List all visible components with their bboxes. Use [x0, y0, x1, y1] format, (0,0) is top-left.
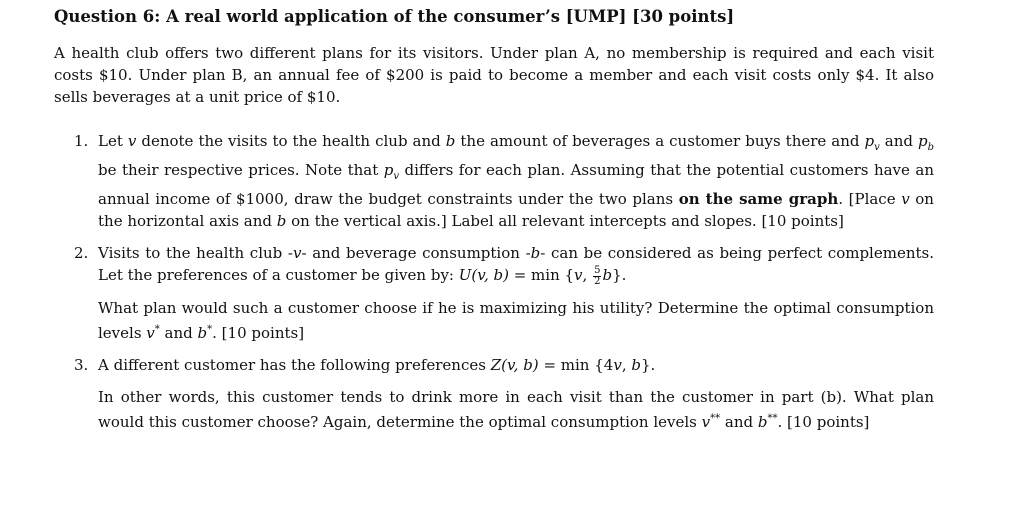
fraction: $\frac{5}{2}$ — [594, 264, 601, 287]
sub-question-list — [74, 130, 934, 433]
sub-question-number: 2. — [74, 244, 89, 262]
sub-question-followup: In other words, this customer tends to drink more in each visit than the customer in part (b). What plan would this customer choose? Again, determine the optimal consumption levels v** and b**. [10 points] — [98, 387, 934, 431]
utility-function: Z(v, b) — [490, 355, 539, 374]
sub-question-text: Let v denote the visits to the health club and b the amount of beverages a customer buys there and $p_v$ and $p_b$ be their respective prices. Note that $p_v$ differs for each plan. Assuming that the potential customers have an annual income of $1000, draw the budget constraints under the two plans on the same graph. [Place v on the horizontal axis and b on the vertical axis.] Label all relevant intercepts and slopes. [10 points] — [98, 132, 934, 230]
sub-question-2 — [74, 242, 934, 344]
sub-question-text: A different customer has the following preferences Z(v, b) = min {4v, b}. — [98, 355, 656, 374]
question-title: Question 6: A real world application of the consumer’s [UMP] [30 points] — [54, 7, 735, 26]
sub-question-1 — [74, 130, 934, 232]
question-page — [54, 6, 934, 443]
sub-question-3 — [74, 354, 934, 433]
sub-question-number: 1. — [74, 132, 89, 150]
utility-function: U(v, b) — [458, 266, 509, 284]
question-intro: A health club offers two different plans for its visitors. Under plan A, no membership is required and each visit costs $10. Under plan B, an annual fee of $200 is paid to become a member and each visit costs only $4. It also sells beverages at a unit price of $10. — [54, 44, 934, 106]
emphasis-text: on the same graph — [678, 190, 839, 208]
sub-question-number: 3. — [74, 355, 89, 374]
sub-question-followup: What plan would such a customer choose if he is maximizing his utility? Determine the optimal consumption levels v* and b*. [10 points] — [98, 298, 934, 342]
sub-question-text: Visits to the health club -v- and beverage consumption -b- can be considered as being perfect complements. Let the preferences of a customer be given by: U(v, b) = min {v, $\frac{5}{2}$ b}. — [98, 244, 934, 287]
